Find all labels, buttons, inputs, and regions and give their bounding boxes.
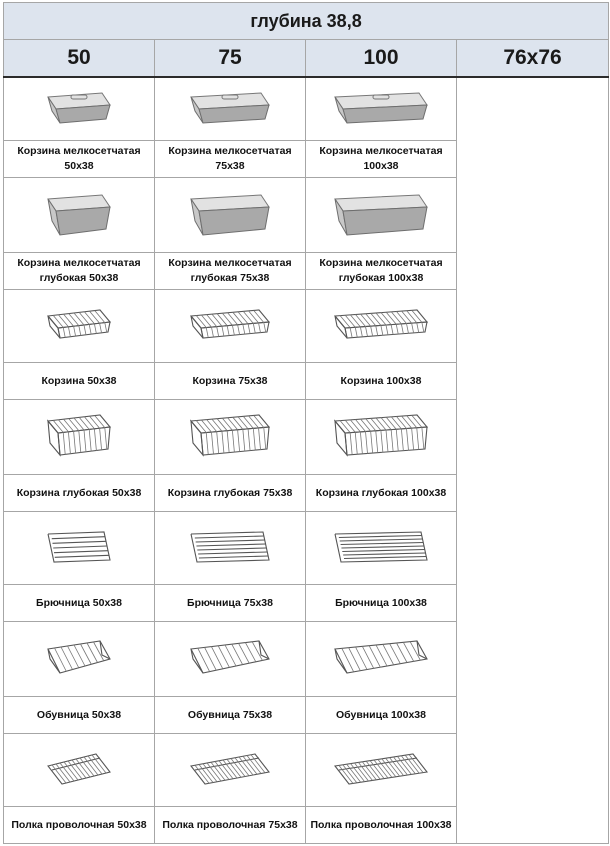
product-label: Полка проволочная 100x38 xyxy=(306,807,457,844)
product-label: Корзина мелкосетчатая глубокая 75x38 xyxy=(155,253,306,290)
deep-fine-mesh-basket-icon xyxy=(9,185,149,245)
column-header-76x76: 76x76 xyxy=(457,40,609,78)
product-image-cell xyxy=(306,512,457,585)
fine-mesh-basket-icon xyxy=(311,79,451,139)
trouser-rack-icon xyxy=(160,518,300,578)
column-header-50: 50 xyxy=(4,40,155,78)
fine-mesh-basket-icon xyxy=(9,79,149,139)
product-image-cell xyxy=(155,77,306,141)
fine-mesh-basket-icon xyxy=(160,79,300,139)
product-image-cell xyxy=(4,622,155,697)
product-image-cell xyxy=(4,734,155,807)
product-label: Полка проволочная 75x38 xyxy=(155,807,306,844)
product-label: Корзина мелкосетчатая глубокая 100x38 xyxy=(306,253,457,290)
product-label: Корзина 75x38 xyxy=(155,363,306,400)
product-label: Корзина глубокая 75x38 xyxy=(155,475,306,512)
product-label: Корзина 100x38 xyxy=(306,363,457,400)
product-label: Обувница 50x38 xyxy=(4,697,155,734)
deep-wire-basket-icon xyxy=(160,407,300,467)
product-image-cell xyxy=(155,734,306,807)
product-label: Обувница 100x38 xyxy=(306,697,457,734)
column-header-100: 100 xyxy=(306,40,457,78)
product-image-cell xyxy=(4,77,155,141)
wire-shelf-icon xyxy=(311,740,451,800)
product-label: Корзина глубокая 100x38 xyxy=(306,475,457,512)
column-header-75: 75 xyxy=(155,40,306,78)
product-image-cell xyxy=(306,77,457,141)
shoe-rack-icon xyxy=(9,629,149,689)
product-label: Брючница 50x38 xyxy=(4,585,155,622)
empty-column-76x76 xyxy=(457,77,609,844)
wire-basket-icon xyxy=(311,296,451,356)
trouser-rack-icon xyxy=(311,518,451,578)
product-image-cell xyxy=(155,178,306,253)
product-label: Обувница 75x38 xyxy=(155,697,306,734)
product-image-row xyxy=(4,77,609,141)
product-image-cell xyxy=(155,290,306,363)
deep-fine-mesh-basket-icon xyxy=(160,185,300,245)
shoe-rack-icon xyxy=(160,629,300,689)
product-image-cell xyxy=(155,512,306,585)
product-grid xyxy=(3,2,609,844)
page-title: глубина 38,8 xyxy=(4,3,609,40)
product-label: Корзина мелкосетчатая 75x38 xyxy=(155,141,306,178)
product-label: Полка проволочная 50x38 xyxy=(4,807,155,844)
product-label: Брючница 100x38 xyxy=(306,585,457,622)
product-image-cell xyxy=(4,512,155,585)
trouser-rack-icon xyxy=(9,518,149,578)
product-image-cell xyxy=(306,734,457,807)
shoe-rack-icon xyxy=(311,629,451,689)
product-image-cell xyxy=(306,290,457,363)
product-image-cell xyxy=(306,622,457,697)
wire-shelf-icon xyxy=(9,740,149,800)
product-image-cell xyxy=(4,400,155,475)
wire-basket-icon xyxy=(9,296,149,356)
product-image-cell xyxy=(306,178,457,253)
deep-wire-basket-icon xyxy=(311,407,451,467)
product-label: Корзина мелкосетчатая 100x38 xyxy=(306,141,457,178)
product-label: Корзина 50x38 xyxy=(4,363,155,400)
product-label: Корзина мелкосетчатая 50x38 xyxy=(4,141,155,178)
product-image-cell xyxy=(4,290,155,363)
wire-shelf-icon xyxy=(160,740,300,800)
product-label: Корзина мелкосетчатая глубокая 50x38 xyxy=(4,253,155,290)
product-image-cell xyxy=(155,400,306,475)
product-image-cell xyxy=(306,400,457,475)
deep-fine-mesh-basket-icon xyxy=(311,185,451,245)
product-image-cell xyxy=(4,178,155,253)
deep-wire-basket-icon xyxy=(9,407,149,467)
product-label: Брючница 75x38 xyxy=(155,585,306,622)
product-image-cell xyxy=(155,622,306,697)
wire-basket-icon xyxy=(160,296,300,356)
product-label: Корзина глубокая 50x38 xyxy=(4,475,155,512)
